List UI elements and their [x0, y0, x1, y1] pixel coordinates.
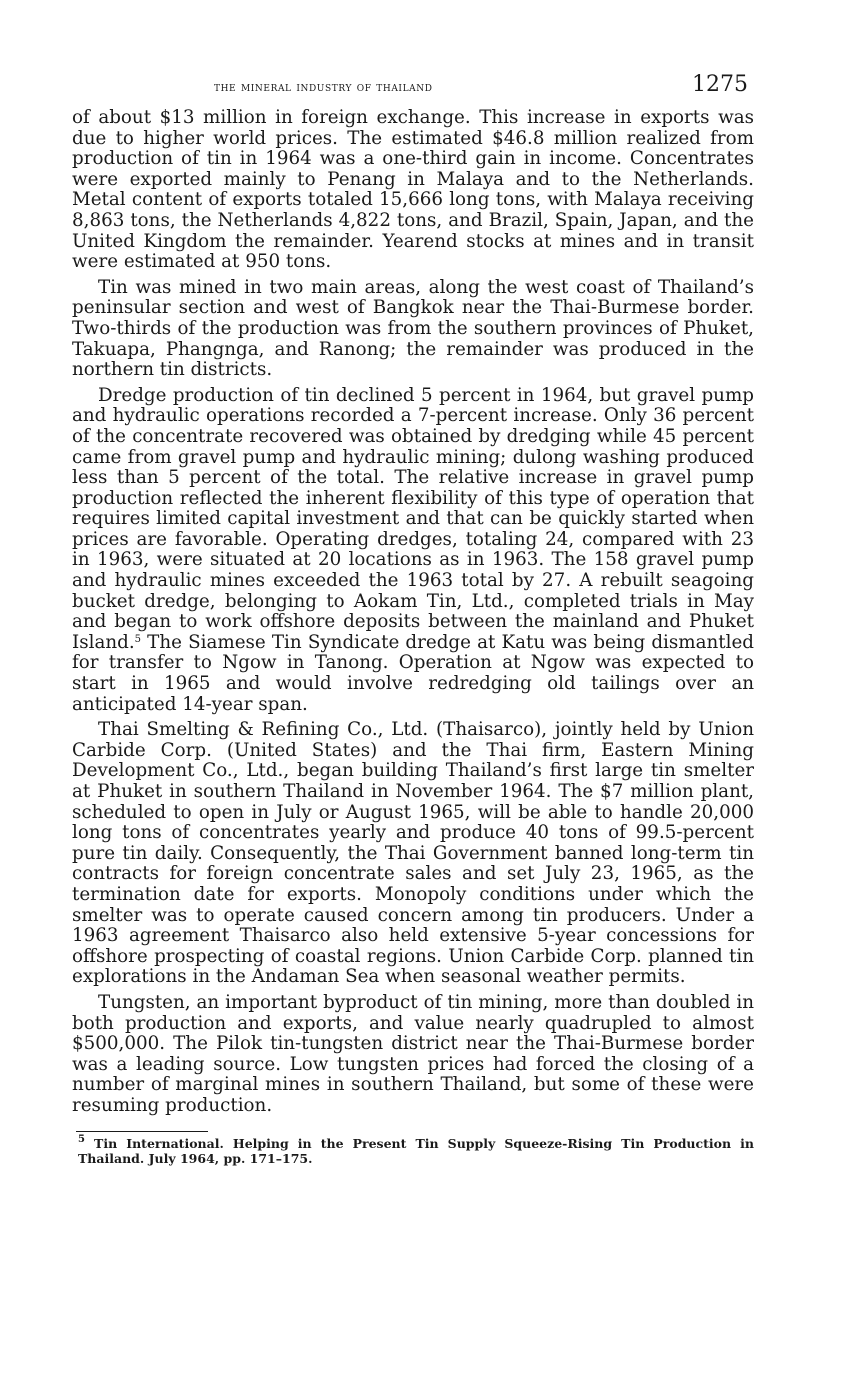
paragraph-dredge-production [72, 386, 754, 716]
document-page [72, 68, 754, 1166]
footnote-reference[interactable]: 5 [134, 633, 142, 645]
paragraph-dredge-text-after: The Siamese Tin Syndicate dredge at Katu was being dismantled for transfer to Ngow in Tanong. Operation at Ngow was expected to start in 1965 and would involve redredging old tailings over an anticipated 14-year span. [72, 631, 754, 715]
footnote [78, 1133, 754, 1166]
footnote-divider [76, 1131, 208, 1132]
paragraph-exports: of about $13 million in foreign exchange. This increase in exports was due to higher world prices. The estimated $46.8 million realized from production of tin in 1964 was a one-third gain in income. Concentrates were exported mainly to Penang in Malaya and to the Netherlands. Metal content of exports totaled 15,666 long tons, with Malaya receiving 8,863 tons, the Netherlands 4,822 tons, and Brazil, Spain, Japan, and the United Kingdom the remainder. Yearend stocks at mines and in transit were estimated at 950 tons. [72, 107, 754, 273]
body-text [72, 108, 754, 1117]
paragraph-smelter: Thai Smelting & Refining Co., Ltd. (Thaisarco), jointly held by Union Carbide Corp. (United States) and the Thai firm, Eastern Mining Development Co., Ltd., began building Thailand’s first large tin smelter at Phuket in southern Thailand in November 1964. The $7 million plant, scheduled to open in July or August 1965, will be able to handle 20,000 long tons of concentrates yearly and produce 40 tons of 99.5-percent pure tin daily. Consequently, the Thai Government banned long-term tin contracts for foreign concentrate sales and set July 23, 1965, as the termination date for exports. Monopoly conditions under which the smelter was to operate caused concern among tin producers. Under a 1963 agreement Thaisarco also held extensive 5-year concessions for offshore prospecting of coastal regions. Union Carbide Corp. planned tin explorations in the Andaman Sea when seasonal weather permits. [72, 719, 754, 988]
paragraph-dredge-text-before: Dredge production of tin declined 5 percent in 1964, but gravel pump and hydraulic operations recorded a 7-percent increase. Only 36 percent of the concentrate recovered was obtained by dredging while 45 percent came from gravel pump and hydraulic mining; dulong washing produced less than 5 percent of the total. The relative increase in gravel pump production reflected the inherent flexibility of this type of operation that requires limited capital investment and that can be quickly started when prices are favorable. Operating dredges, totaling 24, compared with 23 in 1963, were situated at 20 locations as in 1963. The 158 gravel pump and hydraulic mines exceeded the 1963 total by 27. A rebuilt seagoing bucket dredge, belonging to Aokam Tin, Ltd., completed trials in May and began to work offshore deposits between the mainland and Phuket Island. [72, 384, 754, 653]
running-header [72, 68, 754, 108]
footnote-marker: 5 [78, 1133, 85, 1145]
footnote-text: Tin International. Helping in the Present Tin Supply Squeeze-Rising Tin Production in Thailand. July 1964, pp. 171–175. [78, 1135, 754, 1166]
running-title: the mineral industry of thailand [214, 80, 433, 95]
page-number: 1275 [692, 72, 748, 97]
paragraph-tungsten: Tungsten, an important byproduct of tin mining, more than doubled in both production and exports, and value nearly quadrupled to almost $500,000. The Pilok tin-tungsten district near the Thai-Burmese border was a leading source. Low tungsten prices had forced the closing of a number of marginal mines in southern Thailand, but some of these were resuming production. [72, 991, 754, 1116]
paragraph-mining-areas: Tin was mined in two main areas, along the west coast of Thailand’s peninsular section and west of Bangkok near the Thai-Burmese border. Two-thirds of the production was from the southern provinces of Phuket, Takuapa, Phangnga, and Ranong; the remainder was produced in the northern tin districts. [72, 276, 754, 381]
